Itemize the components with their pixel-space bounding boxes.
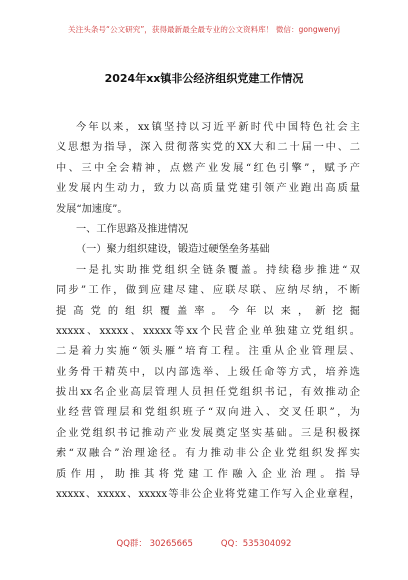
body-line: 业经营管理层和党组织班子“双向进入、交叉任职”，为 — [56, 407, 360, 419]
body-line: 同步”工作，做到应建尽建、应联尽联、应纳尽纳，不断 — [56, 285, 360, 297]
body-line: 业发展内生动力，致力以高质量党建引领产业跑出高质量 — [56, 183, 360, 195]
body-line: 今年以来，xx镇坚持以习近平新时代中国特色社会主 — [76, 122, 360, 133]
body-line: 提高党的组织覆盖率。今年以来，新挖掘 — [56, 305, 360, 317]
qq-number: QQ：535304092 — [220, 539, 292, 549]
body-line: 质作用，助推其将党建工作融入企业治理。指导 — [56, 468, 360, 480]
body-line: 拔出xx名企业高层管理人员担任党组织书记，有效推动企 — [56, 387, 360, 399]
body-line: 企业党组织书记推动产业发展奠定坚实基础。三是积极探 — [56, 427, 360, 439]
section-heading: 一、工作思路及推进情况 — [76, 223, 189, 235]
body-line: 发展“加速度”。 — [56, 203, 128, 215]
subsection-heading: （一）聚力组织建设，锻造过硬堡垒务基础 — [76, 244, 270, 256]
body-line: 索“双融合”治理途径。有力推动非公企业党组织发挥实 — [56, 448, 360, 460]
footer-contact — [0, 537, 408, 549]
body-line: 中、三中全会精神，点燃产业发展“红色引擎”，赋予产 — [56, 162, 360, 174]
promo-banner: 关注头条号“公文研究”，获得最新最全最专业的公文资料库！ 微信：gongwenyj — [68, 25, 340, 34]
body-line: xxxxx、xxxxx、xxxxx等非公企业将党建工作写入企业章程， — [56, 489, 360, 501]
body-line: 业务骨干精英中，以内部选举、上级任命等方式，培养选 — [56, 366, 360, 378]
body-line: 义思想为指导，深入贯彻落实党的XX大和二十届一中、二 — [56, 142, 360, 154]
qq-group-number: QQ群： 30265665 — [116, 539, 193, 549]
document-body — [56, 118, 360, 505]
body-line: 二是着力实施“领头雁”培育工程。注重从企业管理层、 — [56, 346, 360, 358]
body-line: xxxxx、xxxxx、xxxxx等xx个民营企业单独建立党组织。 — [56, 325, 360, 337]
body-line: 一是扎实助推党组织全链条覆盖。持续稳步推进“双 — [76, 264, 360, 276]
document-title: 2024年xx镇非公经济组织党建工作情况 — [104, 72, 304, 85]
